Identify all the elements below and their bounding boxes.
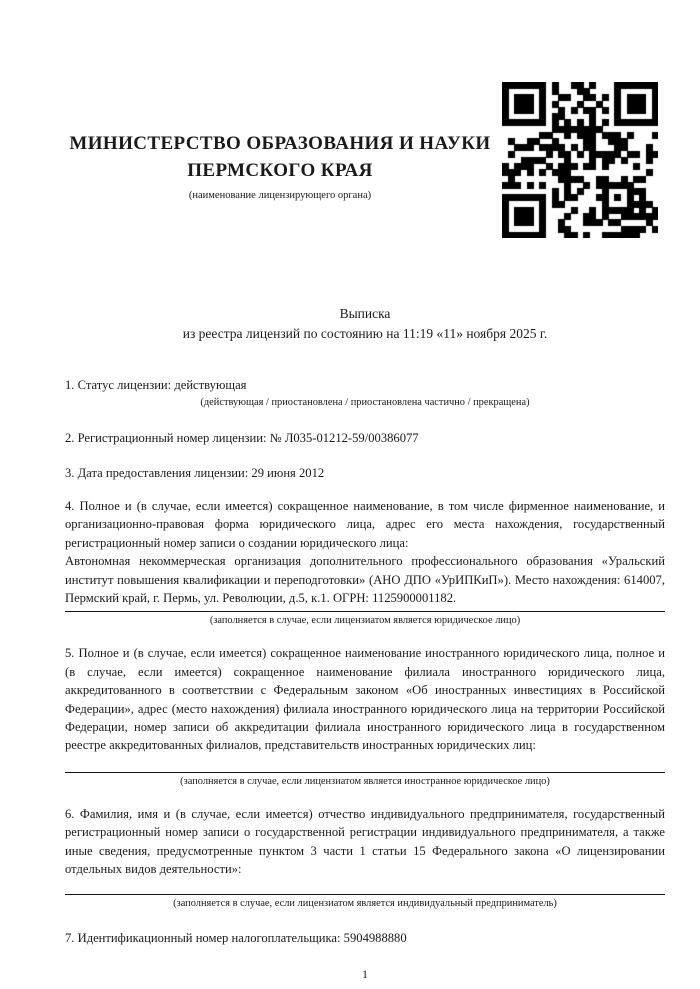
document-title [65, 304, 665, 343]
field-license-grant-date: 3. Дата предоставления лицензии: 29 июня 2012 [65, 466, 325, 480]
field-legal-entity-value: Автономная некоммерческая организация дополнительного профессионального образования «Уральский институт повышения квалификации и переподготовки» (АНО ДПО «УрИПКиП»). Место нахождения: 614007, Пермский край, г. Пермь, ул. Революции, д.5, к.1. ОГРН: 1125900001182. [65, 554, 665, 606]
licensing-authority-block [65, 130, 495, 202]
document-body [0, 304, 700, 982]
document-header [0, 0, 700, 296]
field-legal-entity-description: 4. Полное и (в случае, если имеется) сокращенное наименование, в том числе фирменное наименование, и организационно-правовая форма юридического лица, адрес его места нахождения, государственный регистрационный номер записи о создании юридического лица: [65, 499, 665, 550]
ministry-name-line1: МИНИСТЕРСТВО ОБРАЗОВАНИЯ И НАУКИ [69, 133, 491, 154]
qr-code-icon [502, 82, 658, 238]
ministry-name-line2: ПЕРМСКОГО КРАЯ [187, 160, 373, 181]
individual-entrepreneur-divider [65, 894, 665, 895]
legal-entity-caption: (заполняется в случае, если лицензиатом является юридическое лицо) [209, 615, 521, 627]
licensing-authority-caption: (наименование лицензирующего органа) [188, 190, 372, 201]
field-taxpayer-id: 7. Идентификационный номер налогоплательщика: 5904988880 [65, 930, 407, 945]
field-registration-number: 2. Регистрационный номер лицензии: № Л035-01212-59/00386077 [65, 431, 419, 445]
field-individual-entrepreneur-description: 6. Фамилия, имя и (в случае, если имеется) отчество индивидуального предпринимателя, государственный регистрационный номер записи о государственной регистрации индивидуального предпринимателя, а также иные сведения, предусмотренные пунктом 3 части 1 статьи 15 Федерального закона «О лицензировании отдельных видов деятельности»: [65, 806, 665, 877]
individual-entrepreneur-caption: (заполняется в случае, если лицензиатом является индивидуальный предприниматель) [173, 897, 557, 909]
field-license-status-caption: (действующая / приостановлена / приостановлена частично / прекращена) [200, 397, 530, 408]
legal-entity-divider [65, 611, 665, 612]
document-title-line2: из реестра лицензий по состоянию на 11:19 «11» ноября 2025 г. [182, 325, 548, 341]
foreign-entity-caption: (заполняется в случае, если лицензиатом является иностранное юридическое лицо) [180, 775, 550, 787]
field-foreign-entity-description: 5. Полное и (в случае, если имеется) сокращенное наименование иностранного юридического лица, полное и (в случае, если имеется) сокращенное наименование филиала иностранного юридического лица, аккредитованного в соответствии с Федеральным законом «Об иностранных инвестициях в Российской Федерации», адрес (место нахождения) филиала иностранного юридического лица на территории Российской Федерации, номер записи об аккредитации филиала иностранного юридического лица в государственном реестре аккредитованных филиалов, представительств иностранных юридических лиц: [65, 646, 665, 753]
field-license-status: 1. Статус лицензии: действующая [65, 378, 247, 392]
foreign-entity-divider [65, 772, 665, 773]
document-title-line1: Выписка [339, 306, 391, 321]
page-number: 1 [362, 966, 368, 981]
